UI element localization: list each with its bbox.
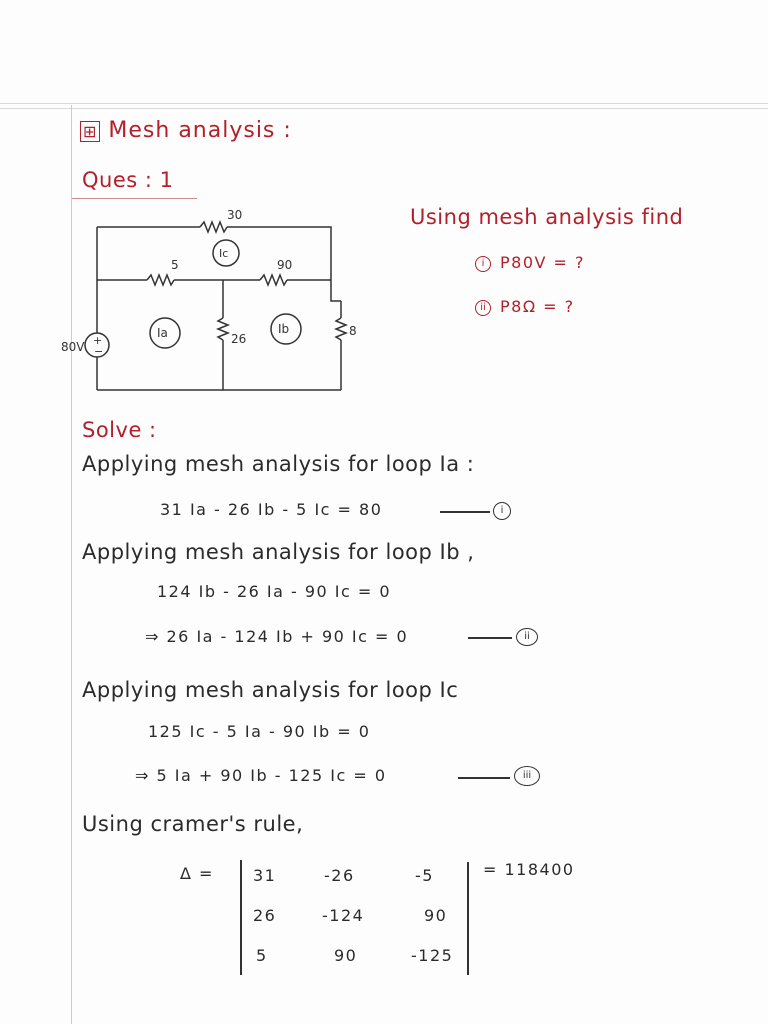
item-2-text: P8Ω = ? — [500, 297, 575, 316]
loop-c-heading: Applying mesh analysis for loop Ic — [82, 678, 459, 702]
matrix-cell: -26 — [324, 866, 355, 885]
matrix-cell: 31 — [253, 866, 277, 885]
circuit-diagram — [55, 205, 375, 405]
question-underline — [72, 198, 197, 199]
equation-1-number: i — [493, 502, 511, 520]
mesh-b-label: Ib — [278, 322, 290, 336]
resistor-5-label: 5 — [171, 258, 179, 272]
item-2-number: ii — [475, 300, 491, 316]
loop-b-equation-2: ⇒ 26 Ia - 124 Ib + 90 Ic = 0 — [145, 627, 409, 646]
loop-a-equation: 31 Ia - 26 Ib - 5 Ic = 80 — [160, 500, 383, 519]
equation-tag-line — [440, 511, 490, 513]
determinant-right-bar — [467, 862, 469, 975]
question-label: Ques : 1 — [82, 168, 174, 192]
equation-2-number: ii — [516, 628, 538, 646]
source-minus-icon: − — [94, 345, 104, 358]
matrix-cell: 26 — [253, 906, 277, 925]
loop-c-equation-2: ⇒ 5 Ia + 90 Ib - 125 Ic = 0 — [135, 766, 387, 785]
ruled-line — [0, 108, 768, 109]
resistor-30-label: 30 — [227, 208, 243, 222]
loop-a-heading: Applying mesh analysis for loop Ia : — [82, 452, 475, 476]
loop-b-heading: Applying mesh analysis for loop Ib , — [82, 540, 475, 564]
page-title-text: Mesh analysis : — [108, 118, 292, 143]
solve-label: Solve : — [82, 418, 157, 442]
matrix-cell: 5 — [256, 946, 268, 965]
resistor-26-label: 26 — [231, 332, 247, 346]
item-1-text: P80V = ? — [500, 253, 586, 272]
mesh-c-label: Ic — [219, 247, 229, 260]
page-title — [80, 118, 292, 143]
loop-b-equation-1: 124 Ib - 26 Ia - 90 Ic = 0 — [157, 582, 392, 601]
ruled-line — [0, 103, 768, 104]
matrix-cell: -125 — [411, 946, 454, 965]
matrix-cell: -124 — [322, 906, 365, 925]
determinant-left-bar — [240, 860, 242, 975]
mesh-a-label: Ia — [157, 326, 168, 340]
resistor-90-label: 90 — [277, 258, 293, 272]
prompt-line: Using mesh analysis find — [410, 205, 684, 229]
matrix-cell: -5 — [415, 866, 434, 885]
equation-tag-line — [468, 637, 512, 639]
source-plus-icon: + — [93, 334, 103, 347]
loop-c-equation-1: 125 Ic - 5 Ia - 90 Ib = 0 — [148, 722, 371, 741]
resistor-8-label: 8 — [349, 324, 357, 338]
item-1-number: i — [475, 256, 491, 272]
determinant-result: = 118400 — [483, 860, 575, 879]
equation-tag-line — [458, 777, 510, 779]
matrix-cell: 90 — [424, 906, 448, 925]
matrix-cell: 90 — [334, 946, 358, 965]
boxed-bullet-icon: ⊞ — [80, 121, 100, 142]
delta-label: Δ = — [180, 864, 214, 883]
source-label: 80V — [61, 340, 85, 354]
equation-3-number: iii — [514, 766, 540, 786]
cramer-heading: Using cramer's rule, — [82, 812, 304, 836]
